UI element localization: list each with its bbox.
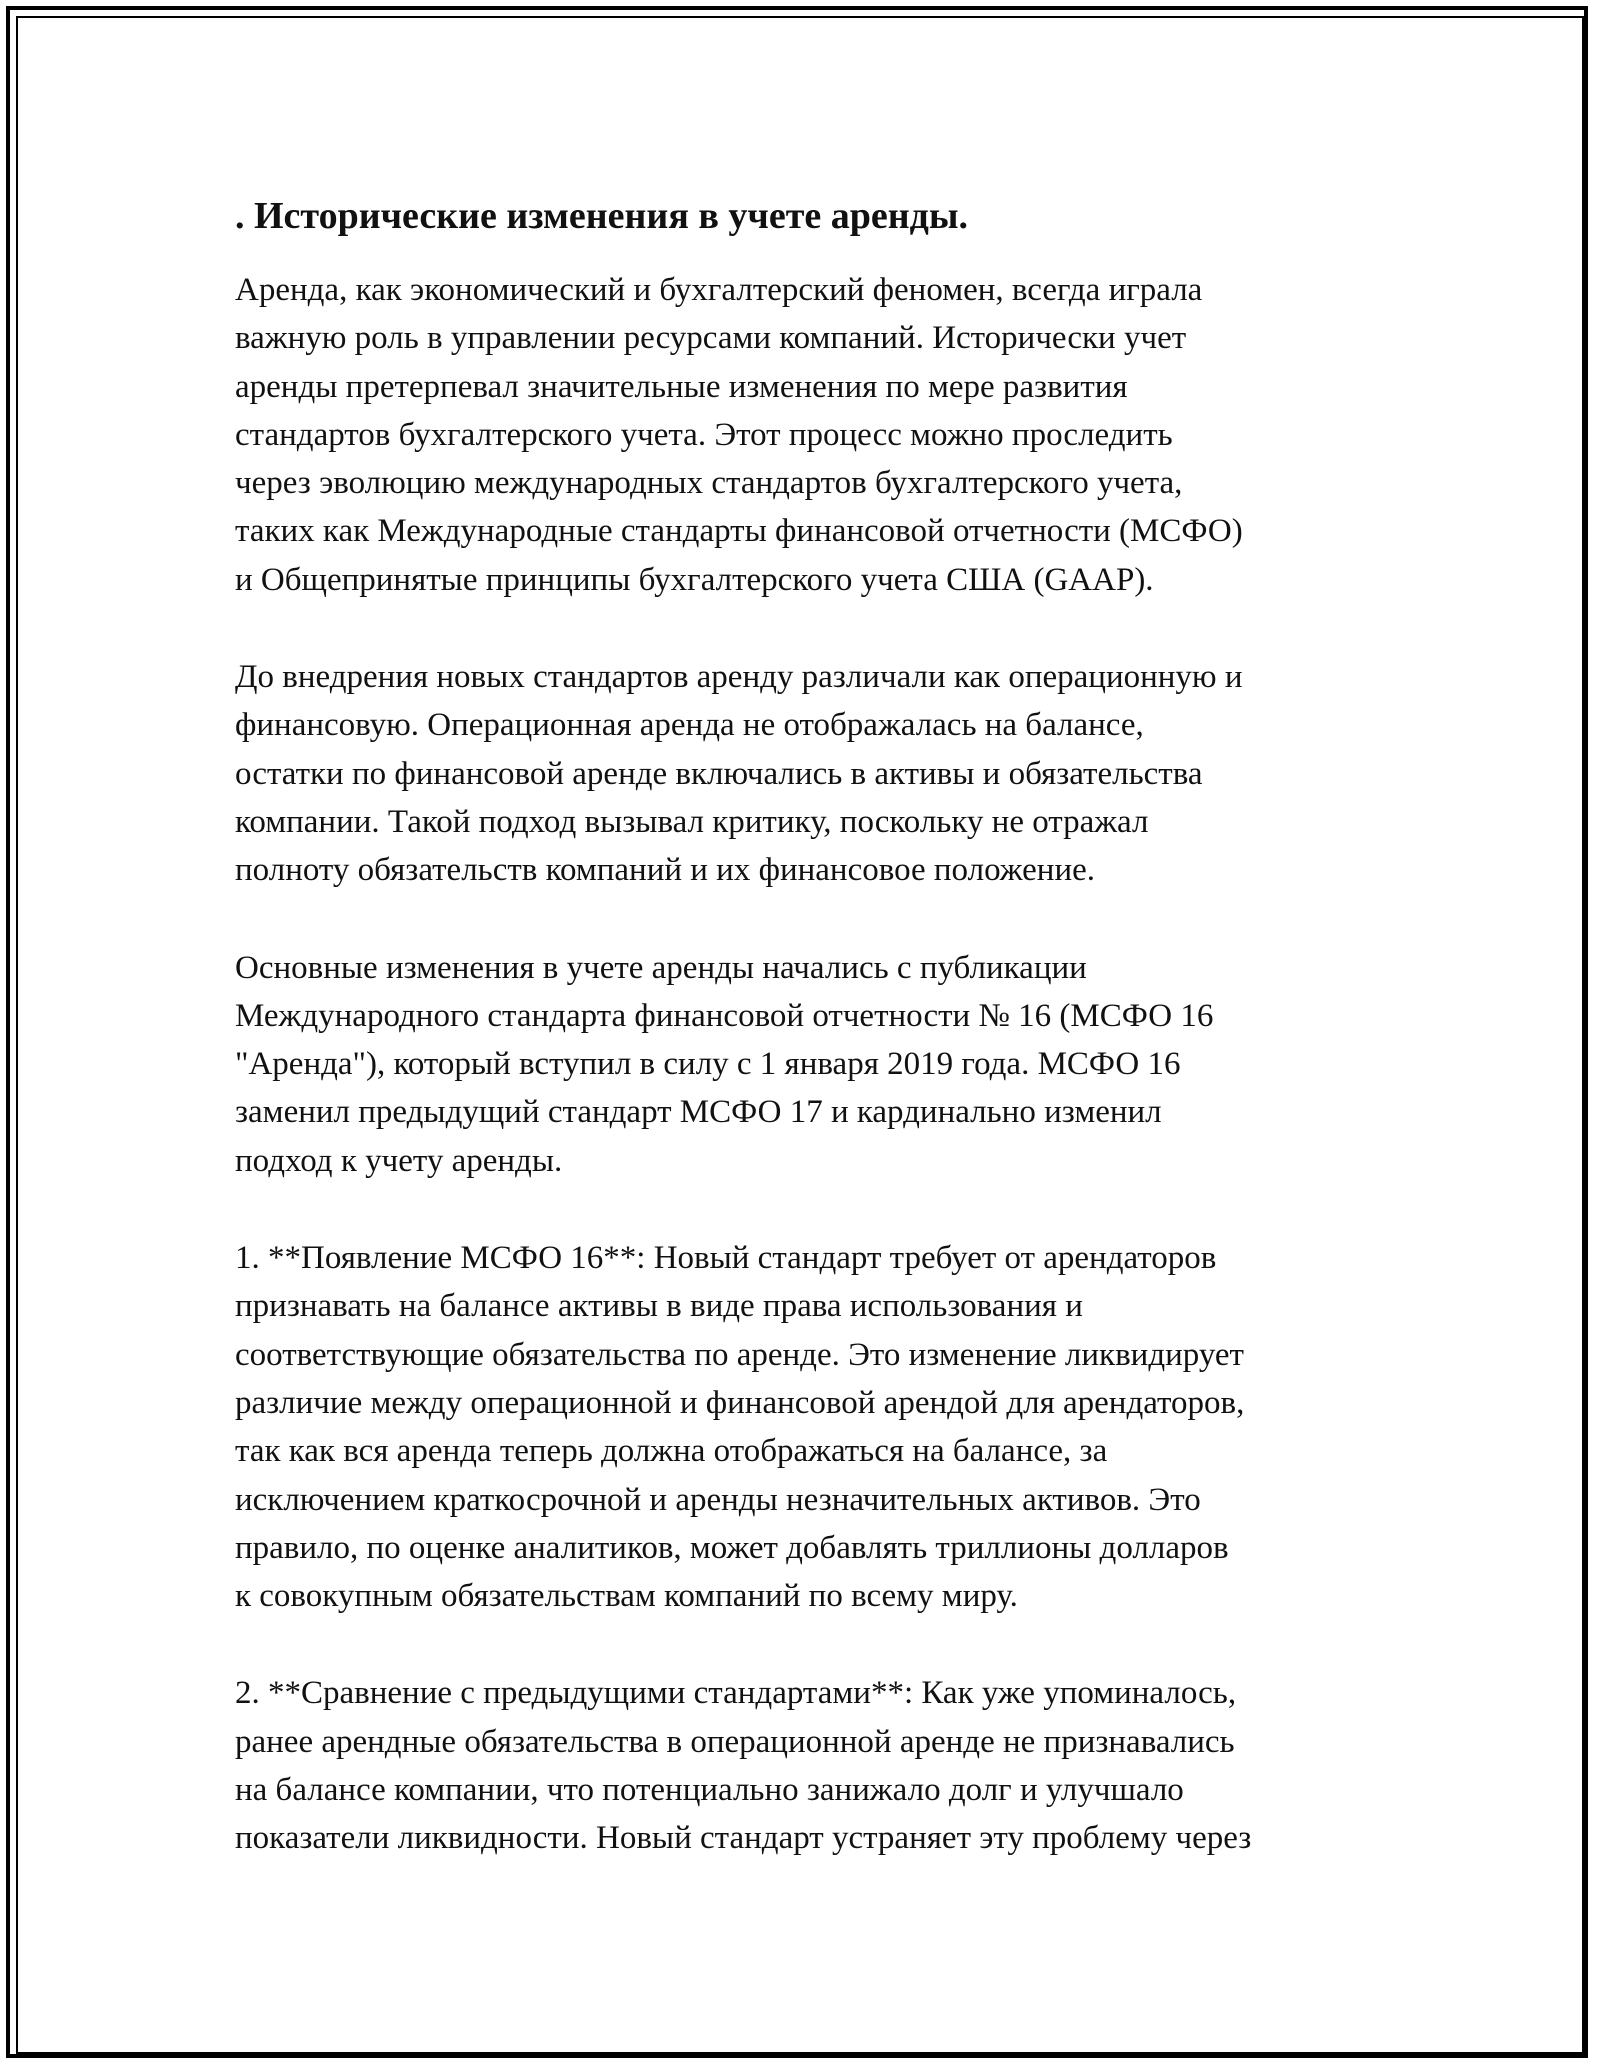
text-line: заменил предыдущий стандарт МСФО 17 и кардинально изменил <box>235 1094 1162 1131</box>
section-title: . Исторические изменения в учете аренды. <box>235 195 969 237</box>
text-line: так как вся аренда теперь должна отображаться на балансе, за <box>235 1433 1108 1470</box>
text-line: компании. Такой подход вызывал критику, поскольку не отражал <box>235 803 1149 840</box>
text-line: признавать на балансе активы в виде права использования и <box>235 1288 1083 1325</box>
text-line: аренды претерпевал значительные изменения по мере развития <box>235 368 1128 405</box>
text-line: и Общепринятые принципы бухгалтерского учета США (GAAP). <box>235 561 1154 598</box>
text-line: 2. **Сравнение с предыдущими стандартами**: Как уже упоминалось, <box>235 1675 1237 1712</box>
text-line: важную роль в управлении ресурсами компаний. Исторически учет <box>235 320 1187 357</box>
text-line: подход к учету аренды. <box>235 1142 563 1179</box>
text-line: 1. **Появление МСФО 16**: Новый стандарт требует от арендаторов <box>235 1240 1217 1277</box>
text-line: полноту обязательств компаний и их финансовое положение. <box>235 852 1095 889</box>
text-line: через эволюцию международных стандартов бухгалтерского учета, <box>235 465 1183 502</box>
text-line: До внедрения новых стандартов аренду различали как операционную и <box>235 659 1243 696</box>
list-item-1 <box>235 1234 1375 1620</box>
text-line: к совокупным обязательствам компаний по всему миру. <box>235 1578 1018 1615</box>
text-line: ранее арендные обязательства в операционной аренде не признавались <box>235 1723 1235 1760</box>
list-item-2 <box>235 1669 1375 1862</box>
paragraph-before-standards <box>235 653 1375 894</box>
text-line: исключением краткосрочной и аренды незначительных активов. Это <box>235 1481 1201 1518</box>
text-line: Основные изменения в учете аренды начались с публикации <box>235 949 1087 986</box>
text-line: соответствующие обязательства по аренде. Это изменение ликвидирует <box>235 1336 1244 1373</box>
text-line: остатки по финансовой аренде включались в активы и обязательства <box>235 755 1203 792</box>
text-line: Аренда, как экономический и бухгалтерский феномен, всегда играла <box>235 272 1203 308</box>
text-line: таких как Международные стандарты финансовой отчетности (МСФО) <box>235 513 1243 550</box>
paragraph-intro <box>235 266 1375 604</box>
text-line: "Аренда"), который вступил в силу с 1 января 2019 года. МСФО 16 <box>235 1046 1181 1083</box>
text-line: показатели ликвидности. Новый стандарт устраняет эту проблему через <box>235 1820 1252 1857</box>
document-page <box>235 188 1375 1863</box>
paragraph-ifrs16 <box>235 944 1375 1185</box>
text-line: финансовую. Операционная аренда не отображалась на балансе, <box>235 707 1144 744</box>
text-line: стандартов бухгалтерского учета. Этот процесс можно проследить <box>235 416 1173 453</box>
text-line: Международного стандарта финансовой отчетности № 16 (МСФО 16 <box>235 997 1214 1034</box>
text-line: различие между операционной и финансовой арендой для арендаторов, <box>235 1384 1245 1421</box>
text-line: правило, по оценке аналитиков, может добавлять триллионы долларов <box>235 1529 1229 1566</box>
text-line: на балансе компании, что потенциально занижало долг и улучшало <box>235 1772 1184 1809</box>
